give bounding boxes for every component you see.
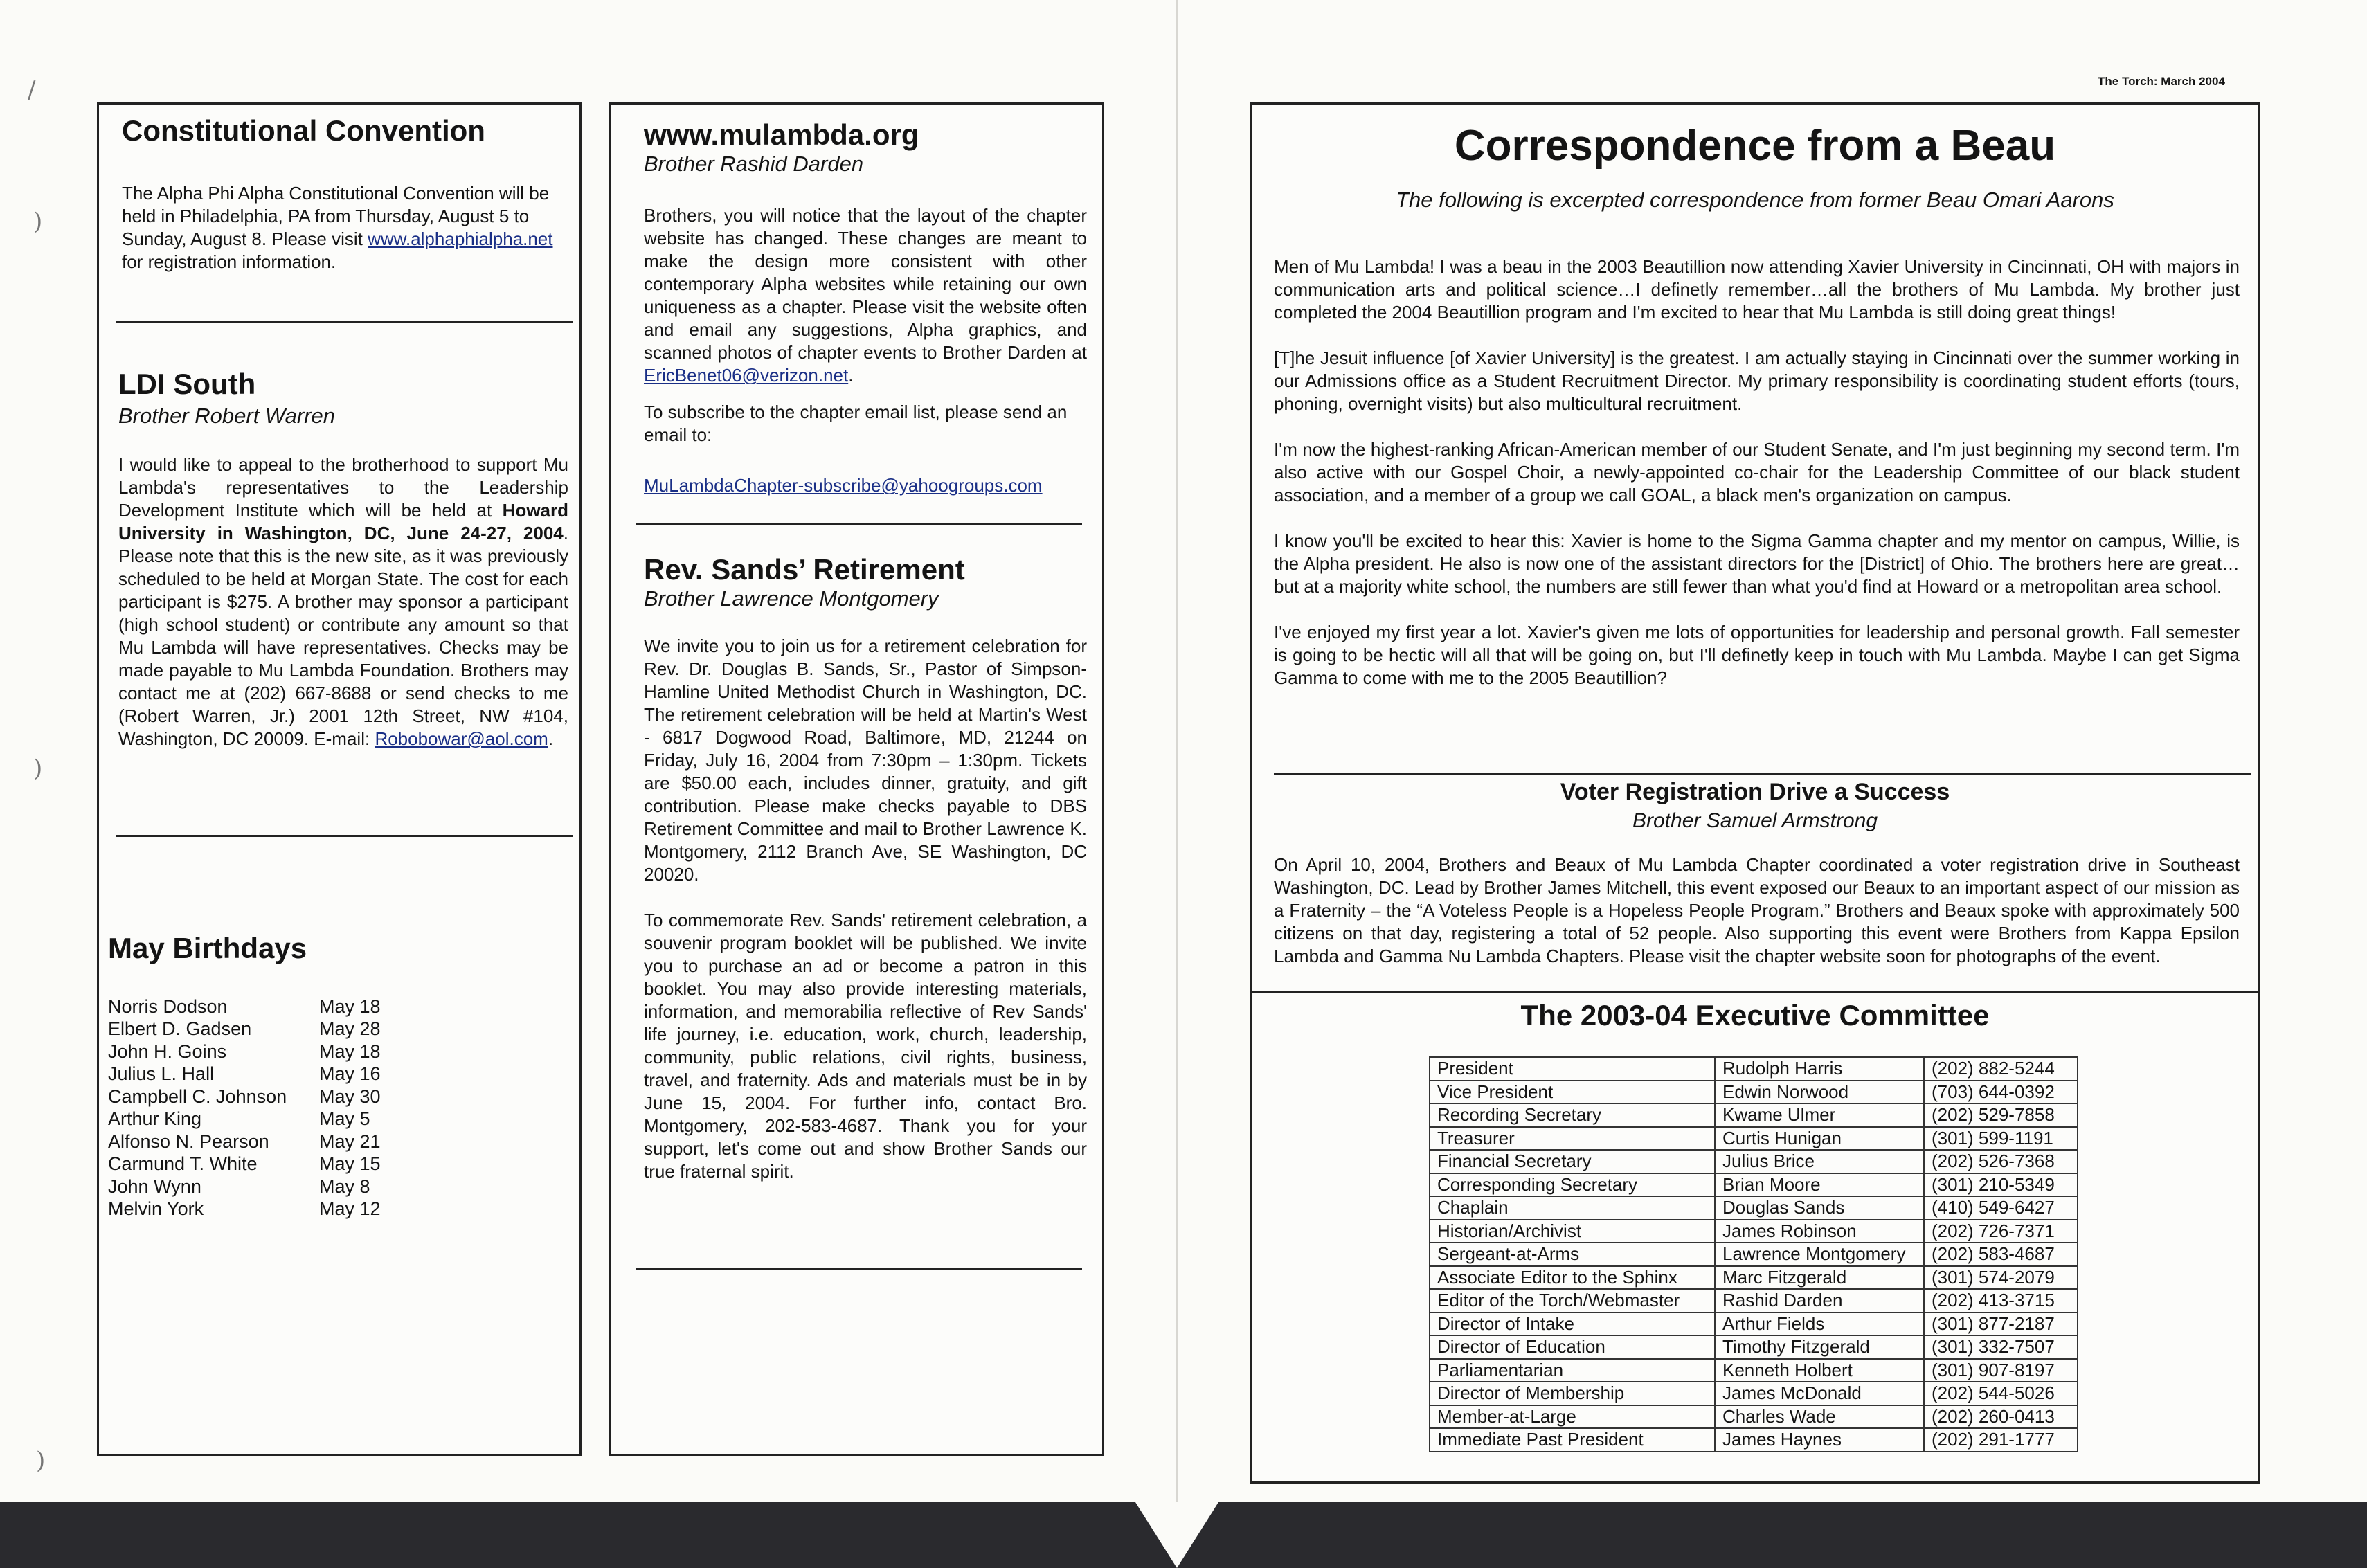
executive-name: Rudolph Harris — [1715, 1057, 1924, 1081]
birthday-date: May 30 — [319, 1085, 381, 1107]
executive-row — [1430, 1057, 2078, 1081]
subscribe-text: To subscribe to the chapter email list, please send an email to: — [644, 402, 1068, 445]
executive-office: Associate Editor to the Sphinx — [1430, 1266, 1715, 1290]
retirement-title: Rev. Sands’ Retirement — [644, 553, 965, 586]
birthday-row — [108, 1198, 381, 1221]
birthday-name: John Wynn — [108, 1175, 201, 1197]
section-divider — [1274, 773, 2251, 775]
executive-row — [1430, 1150, 2078, 1173]
executive-office: Director of Intake — [1430, 1313, 1715, 1336]
executive-row — [1430, 1266, 2078, 1290]
executive-row — [1430, 1103, 2078, 1127]
section-divider — [116, 321, 573, 323]
executive-row — [1430, 1382, 2078, 1405]
executive-phone: (301) 332-7507 — [1924, 1335, 2078, 1359]
birthday-date: May 28 — [319, 1018, 381, 1040]
executive-name: James Robinson — [1715, 1220, 1924, 1243]
birthday-row — [108, 1153, 381, 1176]
birthday-row — [108, 1130, 381, 1153]
correspondence-title: Correspondence from a Beau — [1454, 122, 2056, 170]
middle-column-box — [609, 102, 1104, 1456]
birthdays-table — [108, 995, 381, 1220]
birthday-date: May 18 — [319, 1040, 381, 1062]
birthday-date: May 18 — [319, 995, 381, 1017]
correspondence-subtitle: The following is excerpted correspondence from former Beau Omari Aarons — [1396, 188, 2114, 212]
birthday-row — [108, 1108, 381, 1131]
executive-phone: (202) 529-7858 — [1924, 1103, 2078, 1127]
birthday-name: Arthur King — [108, 1108, 202, 1130]
birthday-date: May 12 — [319, 1198, 381, 1220]
website-title: www.mulambda.org — [644, 118, 919, 151]
birthday-row — [108, 1063, 381, 1086]
page-spine — [1176, 0, 1178, 1568]
executive-name: Lawrence Montgomery — [1715, 1243, 1924, 1266]
executive-name: Charles Wade — [1715, 1405, 1924, 1429]
executive-row — [1430, 1243, 2078, 1266]
executive-row — [1430, 1359, 2078, 1382]
rashid-darden-email-link[interactable]: EricBenet06@verizon.net — [644, 365, 849, 386]
executive-name: Kwame Ulmer — [1715, 1103, 1924, 1127]
retirement-body-1: We invite you to join us for a retirement celebration for Rev. Dr. Douglas B. Sands, Sr., Pastor of Simpson-Hamline United Methodist Church in Washington, DC. The retirement celebration will be held at Martin's West - 6817 Dogwood Road, Baltimore, MD, 21244 on Friday, July 16, 2004 from 7:30pm – 1:30pm. Tickets are $50.00 each, includes dinner, gratuity, and gift contribution. Please make checks payable to DBS Retirement Committee and mail to Brother Lawrence K. Montgomery, 2112 Branch Ave, SE Washington, DC 20020. — [644, 636, 1087, 885]
executive-phone: (202) 726-7371 — [1924, 1220, 2078, 1243]
executive-office: Treasurer — [1430, 1127, 1715, 1151]
birthday-name: Alfonso N. Pearson — [108, 1130, 269, 1152]
birthday-name: Carmund T. White — [108, 1153, 258, 1175]
constitutional-convention-title: Constitutional Convention — [122, 114, 485, 147]
executive-name: Edwin Norwood — [1715, 1081, 1924, 1104]
section-divider — [116, 835, 573, 837]
correspondence-paragraph: I know you'll be excited to hear this: Xavier is home to the Sigma Gamma chapter and my mentor on campus, Willie, is the Alpha president. He also is now one of the assistant directors for the [District] of Ohio. The brothers here are great…but at a majority white school, the numbers are still fewer than what you'd find at Howard or a metropolitan area school. — [1274, 530, 2240, 597]
birthday-name: John H. Goins — [108, 1040, 227, 1062]
margin-mark: ) — [36, 1447, 46, 1475]
executive-name: James Haynes — [1715, 1428, 1924, 1452]
birthday-date: May 5 — [319, 1108, 370, 1130]
executive-name: Douglas Sands — [1715, 1196, 1924, 1220]
birthday-date: May 16 — [319, 1063, 381, 1085]
retirement-body-2: To commemorate Rev. Sands' retirement celebration, a souvenir program booklet will be published. We invite you to purchase an ad or become a patron in this booklet. You may also provide interesting materials, information, and memorabilia reflective of Rev Sands' life journey, i.e. education, work, church, leadership, community, public relations, civil rights, business, travel, and fraternity. Ads and materials must be in by June 15, 2004. For further info, contact Bro. Montgomery, 202-583-4687. Thank you for your support, let's come out and show Brother Sands our true fraternal spirit. — [644, 910, 1087, 1182]
executive-row — [1430, 1220, 2078, 1243]
executive-office: Immediate Past President — [1430, 1428, 1715, 1452]
right-column-box — [1250, 102, 2260, 1484]
correspondence-paragraph: [T]he Jesuit influence [of Xavier University] is the greatest. I am actually staying in Cincinnati over the summer working in our Admissions office as a Student Recruitment Director. My primary responsibility is coordinating student efforts (tours, phoning, overnight visits) but also multicultural recruitment. — [1274, 348, 2240, 414]
executive-phone: (202) 544-5026 — [1924, 1382, 2078, 1405]
executive-row — [1430, 1313, 2078, 1336]
executive-phone: (410) 549-6427 — [1924, 1196, 2078, 1220]
executive-row — [1430, 1081, 2078, 1104]
birthday-row — [108, 1018, 381, 1041]
executive-phone: (202) 260-0413 — [1924, 1405, 2078, 1429]
executive-office: Director of Membership — [1430, 1382, 1715, 1405]
executive-name: Timothy Fitzgerald — [1715, 1335, 1924, 1359]
executive-office: Sergeant-at-Arms — [1430, 1243, 1715, 1266]
website-byline: Brother Rashid Darden — [644, 152, 864, 176]
birthday-row — [108, 1175, 381, 1198]
executive-row — [1430, 1428, 2078, 1452]
executive-name: Julius Brice — [1715, 1150, 1924, 1173]
birthday-row — [108, 995, 381, 1018]
executive-office: Director of Education — [1430, 1335, 1715, 1359]
ldi-south-title: LDI South — [118, 368, 256, 400]
birthdays-title: May Birthdays — [108, 932, 307, 964]
correspondence-paragraph: I've enjoyed my first year a lot. Xavier's given me lots of opportunities for leadership and personal growth. Fall semester is going to be hectic will all that will be going on, but I'll definetly keep in touch with Mu Lambda. Maybe I can get Sigma Gamma to come with me to the 2005 Beautillion? — [1274, 622, 2240, 688]
section-divider — [1252, 991, 2258, 993]
birthday-name: Campbell C. Johnson — [108, 1085, 287, 1107]
birthday-name: Elbert D. Gadsen — [108, 1018, 252, 1040]
margin-mark: / — [28, 76, 36, 104]
voter-title: Voter Registration Drive a Success — [1560, 779, 1950, 805]
executive-name: Curtis Hunigan — [1715, 1127, 1924, 1151]
birthday-date: May 8 — [319, 1175, 370, 1197]
website-body: Brothers, you will notice that the layout of the chapter website has changed. These changes are meant to make the design more consistent with other contemporary Alpha websites while retaining our own uniqueness as a chapter. Please visit the website often and email any suggestions, Alpha graphics, and scanned photos of chapter events to Brother Darden at EricBenet06@verizon.net. — [644, 205, 1087, 386]
masthead: The Torch: March 2004 — [2098, 75, 2225, 88]
executive-phone: (703) 644-0392 — [1924, 1081, 2078, 1104]
executive-name: Brian Moore — [1715, 1173, 1924, 1197]
birthday-row — [108, 1040, 381, 1063]
executive-office: Recording Secretary — [1430, 1103, 1715, 1127]
executive-phone: (301) 907-8197 — [1924, 1359, 2078, 1382]
birthday-name: Julius L. Hall — [108, 1063, 215, 1085]
executive-row — [1430, 1405, 2078, 1429]
executive-row — [1430, 1289, 2078, 1313]
birthday-name: Norris Dodson — [108, 995, 228, 1017]
executive-office: Member-at-Large — [1430, 1405, 1715, 1429]
executive-office: Historian/Archivist — [1430, 1220, 1715, 1243]
section-divider — [636, 523, 1082, 525]
executive-office: President — [1430, 1057, 1715, 1081]
executive-phone: (301) 877-2187 — [1924, 1313, 2078, 1336]
executive-name: Kenneth Holbert — [1715, 1359, 1924, 1382]
executive-office: Parliamentarian — [1430, 1359, 1715, 1382]
voter-body: On April 10, 2004, Brothers and Beaux of Mu Lambda Chapter coordinated a voter registration drive in Southeast Washington, DC. Lead by Brother James Mitchell, this event exposed our Beaux to an important aspect of our mission as a Fraternity – the “A Voteless People is a Hopeless People Program.” Brothers and Beaux spoke with approximately 500 citizens on that day, registering a total of 52 people. Also supporting this event were Brothers from Kappa Epsilon Lambda and Gamma Nu Lambda Chapters. Please visit the chapter website soon for photographs of the event. — [1274, 854, 2240, 966]
birthday-row — [108, 1085, 381, 1108]
constitutional-convention-body: The Alpha Phi Alpha Constitutional Convention will be held in Philadelphia, PA from Thursday, August 5 to Sunday, August 8. Please visit www.alphaphialpha.net for registration information. — [122, 183, 553, 272]
executive-phone: (202) 291-1777 — [1924, 1428, 2078, 1452]
executive-phone: (202) 526-7368 — [1924, 1150, 2078, 1173]
ldi-south-byline: Brother Robert Warren — [118, 404, 335, 428]
executive-table — [1429, 1056, 2078, 1452]
executive-office: Financial Secretary — [1430, 1150, 1715, 1173]
executive-name: Rashid Darden — [1715, 1289, 1924, 1313]
executive-name: James McDonald — [1715, 1382, 1924, 1405]
robert-warren-email-link[interactable]: Robobowar@aol.com — [375, 728, 548, 749]
margin-mark: ) — [33, 208, 43, 235]
section-divider — [636, 1268, 1082, 1270]
executive-office: Corresponding Secretary — [1430, 1173, 1715, 1197]
correspondence-paragraph: I'm now the highest-ranking African-American member of our Student Senate, and I'm just beginning my second term. I'm also active with our Gospel Choir, a newly-appointed co-chair for the Leadership Committee of our black student association, and a member of a group we call GOAL, a black men's organization on campus. — [1274, 439, 2240, 505]
executive-row — [1430, 1173, 2078, 1197]
correspondence-paragraph: Men of Mu Lambda! I was a beau in the 2003 Beautillion now attending Xavier University in Cincinnati, OH with majors in communication arts and political science…I definetly remember…all the brothers of Mu Lambda. My brother just completed the 2004 Beautillion program and I'm excited to hear that Mu Lambda is still doing great things! — [1274, 256, 2240, 323]
executive-office: Chaplain — [1430, 1196, 1715, 1220]
executive-name: Arthur Fields — [1715, 1313, 1924, 1336]
retirement-byline: Brother Lawrence Montgomery — [644, 586, 939, 611]
birthday-date: May 15 — [319, 1153, 381, 1175]
executive-phone: (202) 413-3715 — [1924, 1289, 2078, 1313]
executive-phone: (301) 574-2079 — [1924, 1266, 2078, 1290]
executive-row — [1430, 1196, 2078, 1220]
correspondence-body — [1274, 255, 2240, 690]
executive-office: Vice President — [1430, 1081, 1715, 1104]
ldi-south-body: I would like to appeal to the brotherhood to support Mu Lambda's representatives to the Leadership Development Institute which will be held at Howard University in Washington, DC, June 24-27, 2004. Please note that this is the new site, as it was previously scheduled to be held at Morgan State. The cost for each participant is $275. A brother may sponsor a participant (high school student) or contribute any amount so that Mu Lambda will have representatives. Checks may be made payable to Mu Lambda Foundation. Brothers may contact me at (202) 667-8688 or send checks to me (Robert Warren, Jr.) 2001 12th Street, NW #104, Washington, DC 20009. E-mail: Robobowar@aol.com. — [118, 454, 568, 749]
executive-name: Marc Fitzgerald — [1715, 1266, 1924, 1290]
executive-row — [1430, 1127, 2078, 1151]
margin-mark: ) — [33, 755, 43, 782]
subscribe-email-link[interactable]: MuLambdaChapter-subscribe@yahoogroups.com — [644, 475, 1043, 496]
executive-phone: (202) 583-4687 — [1924, 1243, 2078, 1266]
birthday-name: Melvin York — [108, 1198, 204, 1220]
birthday-date: May 21 — [319, 1130, 381, 1152]
voter-byline: Brother Samuel Armstrong — [1632, 809, 1878, 832]
executive-title: The 2003-04 Executive Committee — [1520, 999, 1990, 1031]
left-column-box — [97, 102, 582, 1456]
scan-fold — [1135, 1502, 1218, 1568]
alpha-website-link[interactable]: www.alphaphialpha.net — [368, 228, 553, 249]
executive-phone: (301) 599-1191 — [1924, 1127, 2078, 1151]
executive-row — [1430, 1335, 2078, 1359]
executive-office: Editor of the Torch/Webmaster — [1430, 1289, 1715, 1313]
executive-phone: (301) 210-5349 — [1924, 1173, 2078, 1197]
executive-phone: (202) 882-5244 — [1924, 1057, 2078, 1081]
